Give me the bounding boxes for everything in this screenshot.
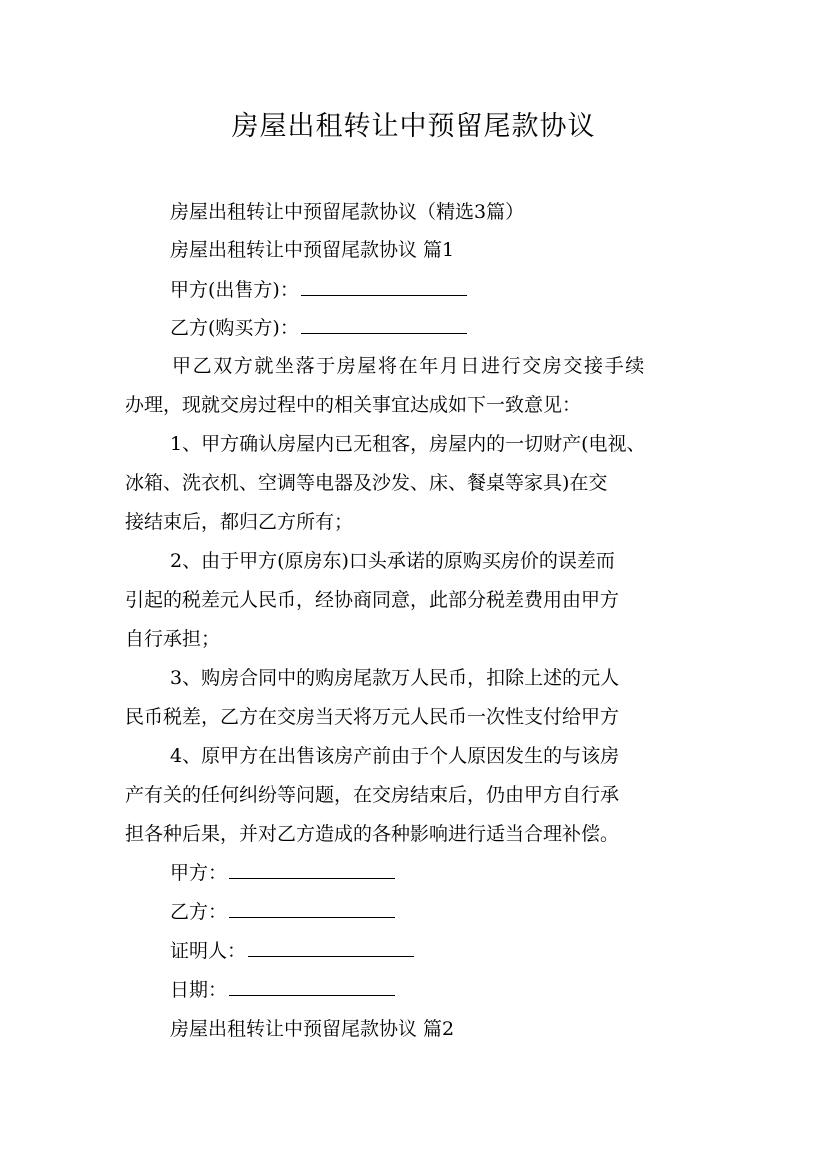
- sign-witness-label: 证明人：: [170, 940, 247, 962]
- sign-date-label: 日期：: [170, 979, 228, 1001]
- item4-line-3: 担各种后果，并对乙方造成的各种影响进行适当合理补偿。: [125, 823, 620, 845]
- party-b-buyer-field: [170, 315, 467, 341]
- party-b-buyer-label: 乙方(购买方)：: [170, 317, 299, 339]
- item1-line-3: 接结束后，都归乙方所有；: [125, 511, 354, 533]
- party-a-seller-label: 甲方(出售方)：: [170, 279, 299, 301]
- sign-witness-field: [170, 938, 414, 964]
- party-b-buyer-blank: [301, 332, 467, 334]
- item1-line-2: 冰箱、洗衣机、空调等电器及沙发、床、餐桌等家具)在交: [125, 472, 608, 494]
- sign-date-field: [170, 977, 395, 1003]
- sign-party-a-field: [170, 860, 395, 886]
- sign-party-a-label: 甲方：: [170, 862, 228, 884]
- sign-party-b-field: [170, 899, 395, 925]
- subtitle: 房屋出租转让中预留尾款协议（精选3篇）: [170, 201, 525, 223]
- item2-line-3: 自行承担；: [125, 628, 221, 650]
- item3-line-1: 3、购房合同中的购房尾款万人民币，扣除上述的元人: [170, 667, 620, 689]
- party-a-seller-field: [170, 277, 467, 303]
- item4-line-2: 产有关的任何纠纷等问题，在交房结束后，仍由甲方自行承: [125, 784, 620, 806]
- item4-line-1: 4、原甲方在出售该房产前由于个人原因发生的与该房: [170, 745, 620, 767]
- sign-witness-blank: [248, 955, 414, 957]
- sign-party-b-label: 乙方：: [170, 901, 228, 923]
- document-title: 房屋出租转让中预留尾款协议: [231, 111, 596, 142]
- sign-party-b-blank: [229, 916, 395, 918]
- section1-heading: 房屋出租转让中预留尾款协议 篇1: [170, 239, 455, 261]
- sign-date-blank: [229, 994, 395, 996]
- item2-line-1: 2、由于甲方(原房东)口头承诺的原购买房价的误差而: [170, 550, 615, 572]
- party-a-seller-blank: [301, 294, 467, 296]
- item3-line-2: 民币税差，乙方在交房当天将万元人民币一次性支付给甲方: [125, 706, 620, 728]
- section2-heading: 房屋出租转让中预留尾款协议 篇2: [170, 1018, 455, 1040]
- intro-line-1: 甲乙双方就坐落于房屋将在年月日进行交房交接手续: [172, 355, 646, 377]
- item2-line-2: 引起的税差元人民币，经协商同意，此部分税差费用由甲方: [125, 589, 620, 611]
- sign-party-a-blank: [229, 877, 395, 879]
- intro-line-2: 办理，现就交房过程中的相关事宜达成如下一致意见：: [125, 394, 582, 416]
- item1-line-1: 1、甲方确认房屋内已无租客，房屋内的一切财产(电视、: [170, 433, 646, 455]
